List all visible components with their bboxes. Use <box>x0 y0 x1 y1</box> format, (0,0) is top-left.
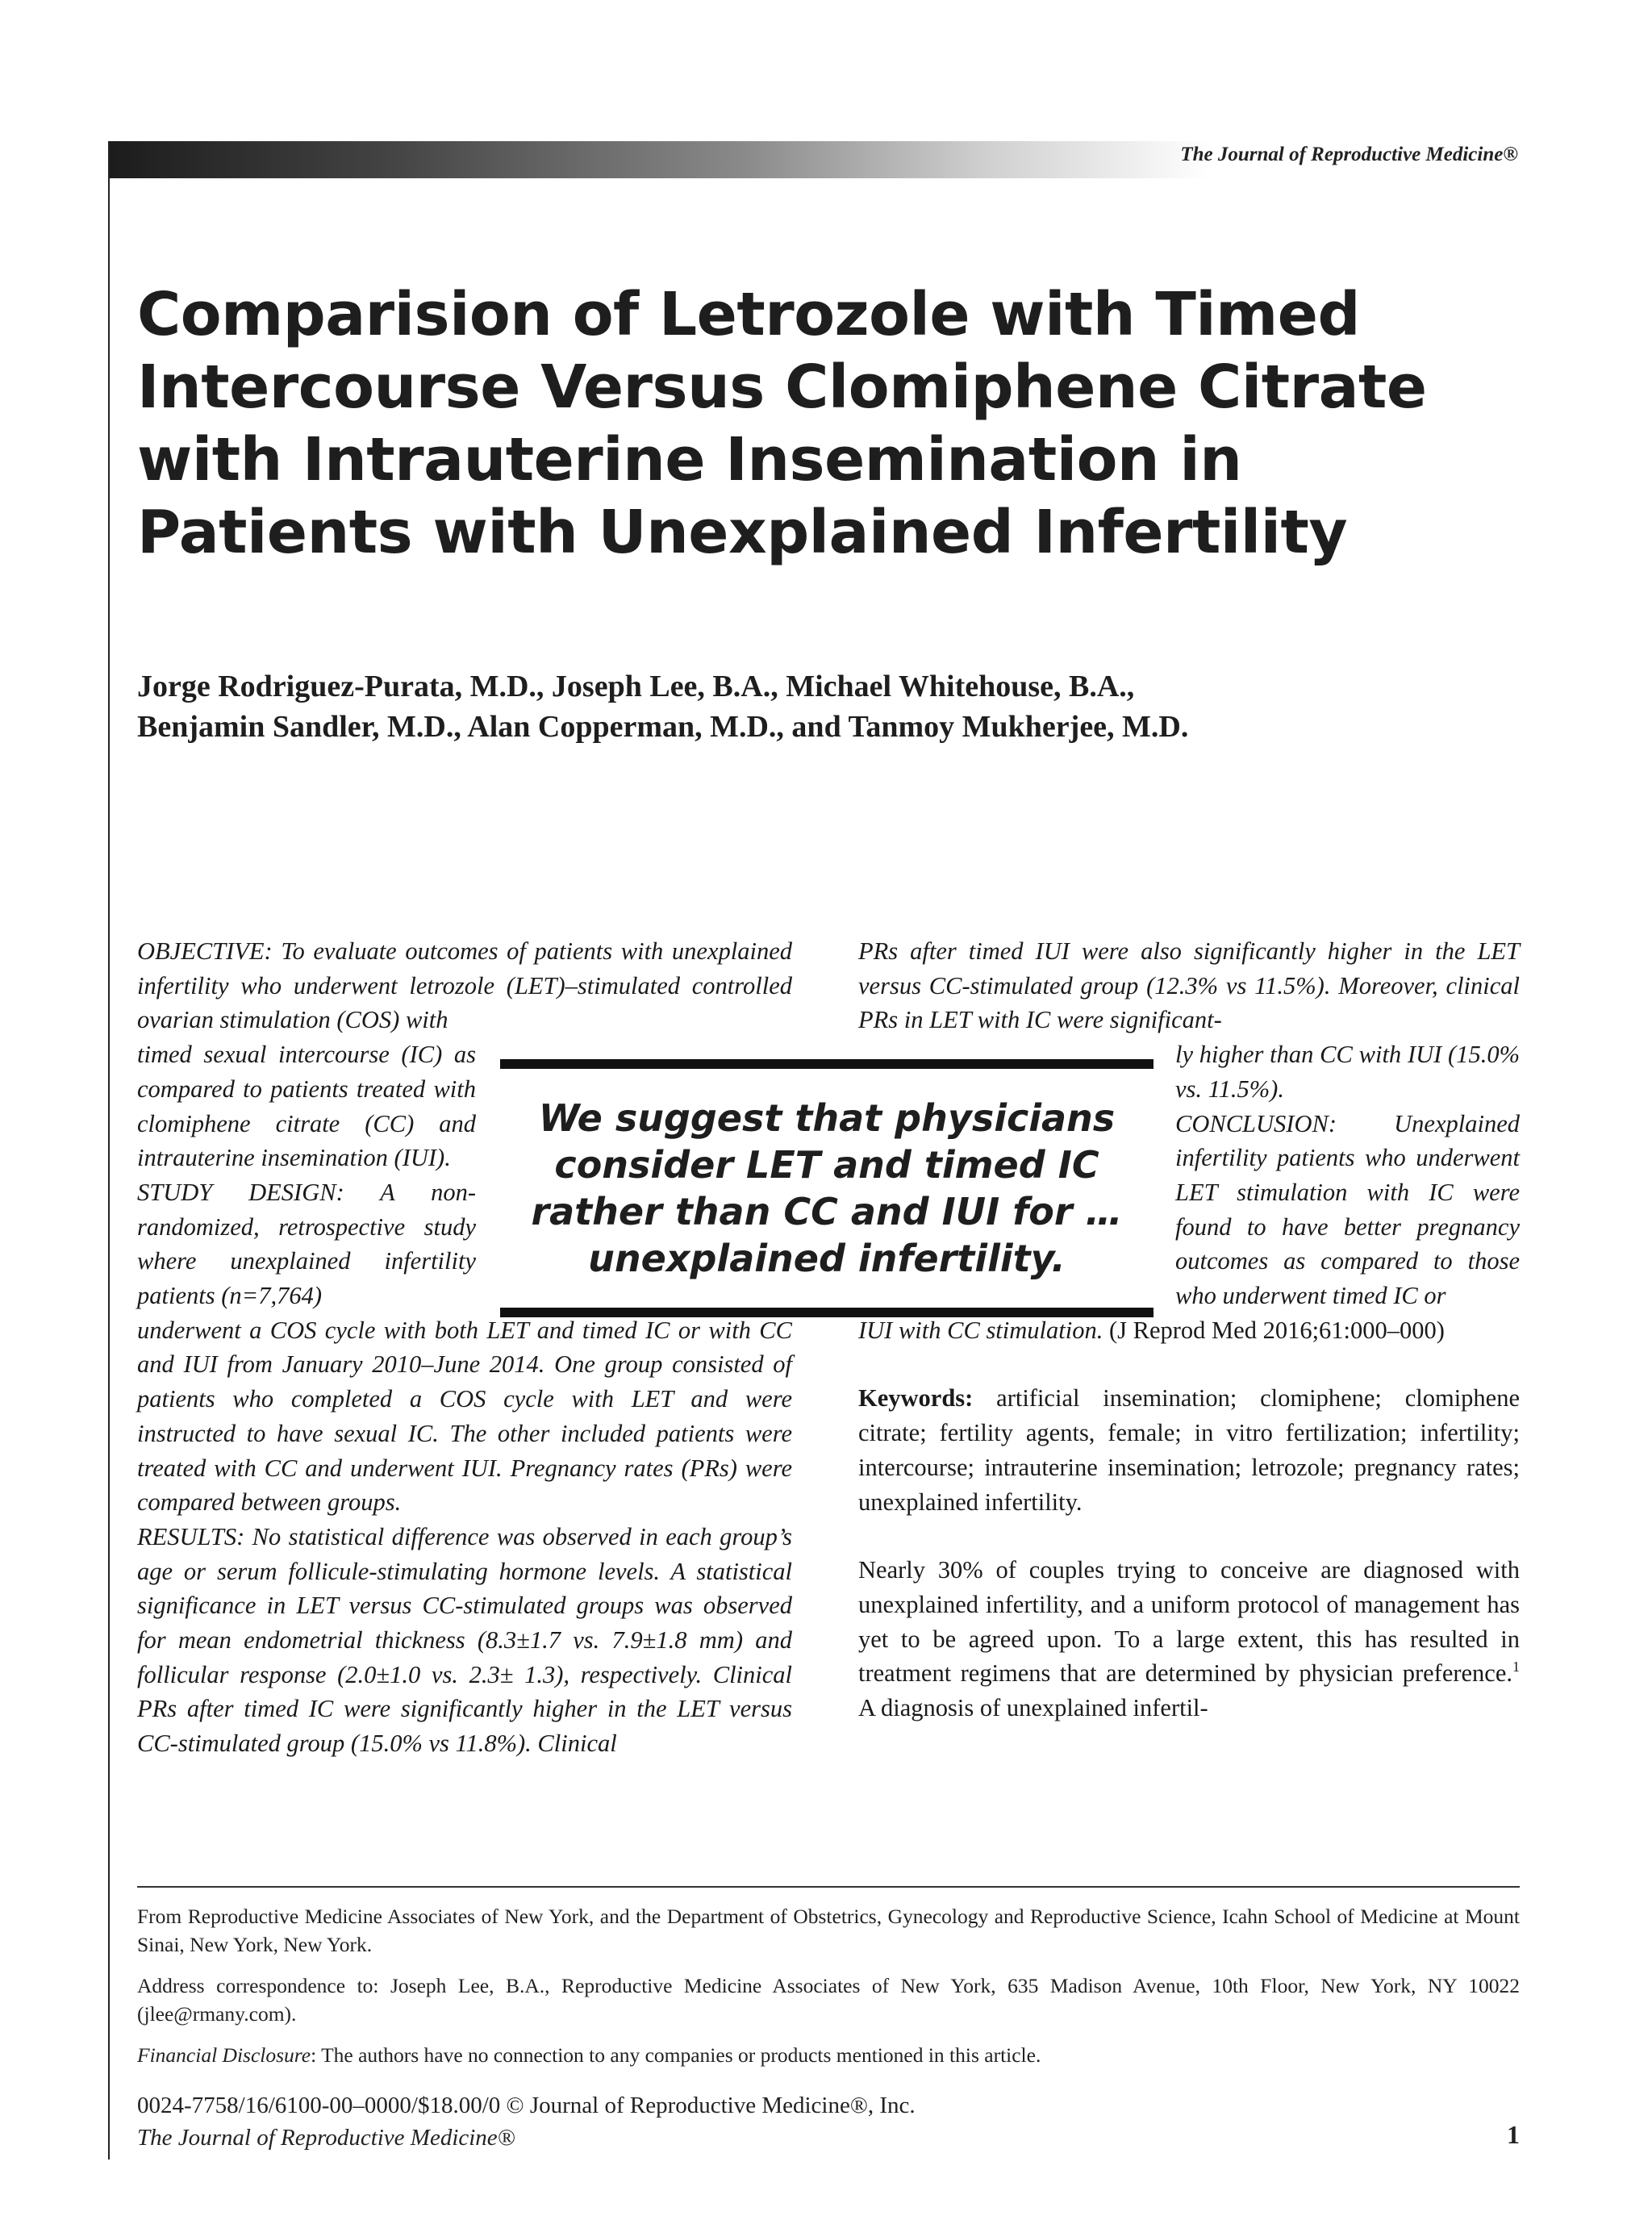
abstract-results: RESULTS: No statistical difference was observed in each group’s age or serum follicule-stimulating hormone levels. A statistical significance in LET versus CC-stimulated groups was observed for mean endometrial thickness (8.3±1.7 vs. 7.9±1.8 mm) and follicular response (2.0±1.0 vs. 2.3± 1.3), respectively. Clinical PRs after timed IC were significantly higher in the LET versus CC-stimulated group (15.0% vs 11.8%). Clinical <box>137 1522 792 1758</box>
author-line-1: Jorge Rodriguez-Purata, M.D., Joseph Lee, B.A., Michael Whitehouse, B.A., <box>137 670 1135 703</box>
left-margin-rule <box>108 141 110 2159</box>
page-number: 1 <box>1507 2120 1520 2149</box>
conclusion-end-text: IUI with CC stimulation. <box>858 1316 1103 1344</box>
keywords <box>858 1381 1520 1519</box>
abstract-study-design-cont: underwent a COS cycle with both LET and timed IC or with CC and IUI from January 2010–June 2014. One group consisted of patients who completed a COS cycle with LET and were instructed to have sexual IC. The other included patients were treated with CC and underwent IUI. Pregnancy rates (PRs) were compared between groups. <box>137 1316 792 1517</box>
author-line-2: Benjamin Sandler, M.D., Alan Copperman, M.D., and Tanmoy Mukherjee, M.D. <box>137 710 1189 744</box>
pull-quote-text: We suggest that physicians consider LET and timed IC rather than CC and IUI for … unexplained infertility. <box>531 1096 1123 1280</box>
article-title: Comparision of Letrozole with Timed Intercourse Versus Clomiphene Citrate with Intrauterine Insemination in Patients with Unexplained Infertility <box>137 280 1427 567</box>
body-paragraph-1-end: A diagnosis of unexplained infertil- <box>858 1694 1208 1722</box>
footer-journal-name: The Journal of Reproductive Medicine® <box>137 2125 515 2151</box>
copyright-line: 0024-7758/16/6100-00–0000/$18.00/0 © Journal of Reproductive Medicine®, Inc. <box>137 2093 916 2118</box>
author-list <box>137 666 1525 747</box>
body-paragraph-1-text: Nearly 30% of couples trying to conceive are diagnosed with unexplained infertility, and a uniform protocol of management has yet to be agreed upon. To a large extent, this has resulted in treatment regimens that are determined by physician preference. <box>858 1556 1520 1688</box>
body-paragraph-1 <box>858 1553 1520 1726</box>
abstract-objective-wrap: timed sexual intercourse (IC) as compared to patients treated with clomiphene citrate (CC) and intrauterine insemination (IUI). <box>137 1041 476 1172</box>
abstract-right-column <box>858 934 1520 1726</box>
reference-marker: 1 <box>1512 1659 1520 1675</box>
abstract-results-cont-wrap: ly higher than CC with IUI (15.0% vs. 11.5%). <box>1175 1041 1520 1103</box>
disclosure-note <box>137 2041 1520 2069</box>
abstract-results-cont: PRs after timed IUI were also significantly higher in the LET versus CC-stimulated group (12.3% vs 11.5%). Moreover, clinical PRs in LET with IC were significant- <box>858 937 1520 1034</box>
abstract-citation: (J Reprod Med 2016;61:000–000) <box>1108 1316 1445 1344</box>
abstract-conclusion-end <box>858 1313 1520 1348</box>
footnote-rule <box>137 1886 1520 1888</box>
abstract-conclusion: CONCLUSION: Unexplained infertility patients who underwent LET stimulation with IC were found to have better pregnancy outcomes as compared to those who underwent timed IC or <box>1175 1109 1520 1310</box>
running-header: The Journal of Reproductive Medicine® <box>1180 144 1518 165</box>
affiliation-note: From Reproductive Medicine Associates of New York, and the Department of Obstetrics, Gynecology and Reproductive Science, Icahn School of Medicine at Mount Sinai, New York, New York. <box>137 1905 1520 1956</box>
keywords-text: artificial insemination; clomiphene; clomiphene citrate; fertility agents, female; in vitro fertilization; infertility; intercourse; intrauterine insemination; letrozole; pregnancy rates; unexplained infertility. <box>858 1384 1521 1516</box>
correspondence-note: Address correspondence to: Joseph Lee, B.A., Reproductive Medicine Associates of New York, 635 Madison Avenue, 10th Floor, New York, NY 10022 (jlee@rmany.com). <box>137 1974 1520 2026</box>
abstract-study-design: STUDY DESIGN: A non-randomized, retrospective study where unexplained infertility patients (n=7,764) <box>137 1178 476 1310</box>
keywords-label: Keywords: <box>858 1384 974 1413</box>
disclosure-label: Financial Disclosure <box>137 2043 311 2067</box>
disclosure-text: : The authors have no connection to any companies or products mentioned in this article. <box>311 2043 1041 2067</box>
abstract-objective: OBJECTIVE: To evaluate outcomes of patients with unexplained infertility who underwent letrozole (LET)–stimulated controlled ovarian stimulation (COS) with <box>137 937 792 1034</box>
abstract-left-column <box>137 934 792 1761</box>
